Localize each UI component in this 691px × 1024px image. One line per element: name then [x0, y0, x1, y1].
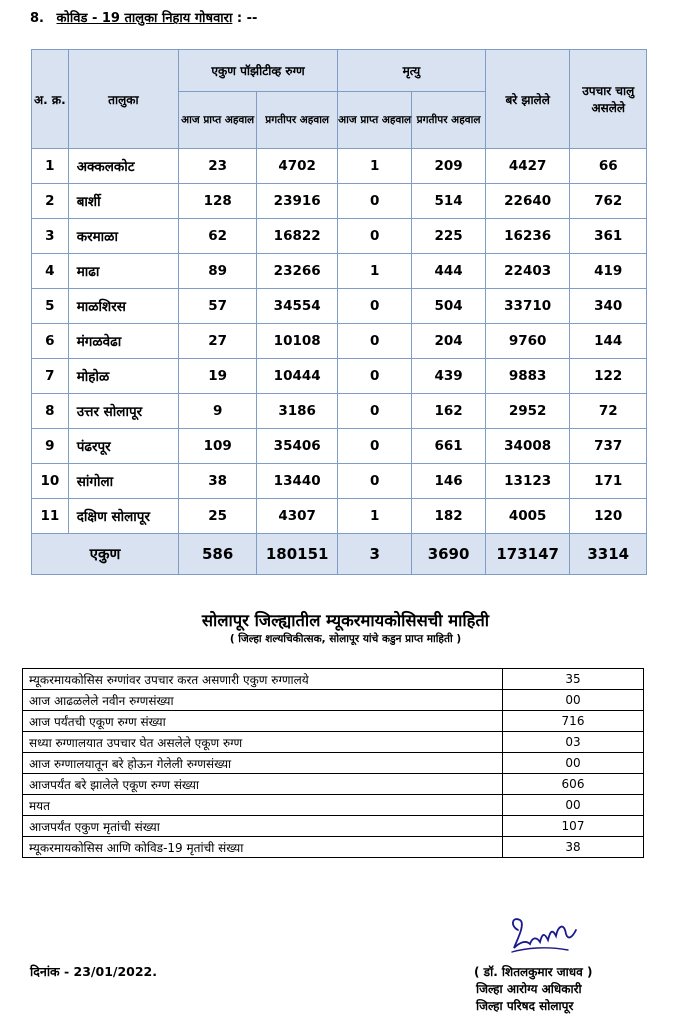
row-sr: 7	[32, 359, 69, 394]
row-active: 762	[570, 184, 647, 219]
mucor-label: म्यूकरमायकोसिस आणि कोविड-19 मृतांची संख्या	[23, 837, 503, 858]
row-pos-prog: 4307	[257, 499, 338, 534]
row-pos-today: 57	[179, 289, 257, 324]
row-death-today: 0	[338, 184, 412, 219]
row-death-today: 0	[338, 394, 412, 429]
officer-name: ( डॉ. शितलकुमार जाधव )	[474, 965, 593, 979]
row-pos-today: 9	[179, 394, 257, 429]
row-pos-today: 62	[179, 219, 257, 254]
mucor-info-table	[22, 668, 644, 858]
row-recovered: 13123	[485, 464, 570, 499]
mucor-row	[23, 753, 644, 774]
row-sr: 2	[32, 184, 69, 219]
row-pos-prog: 3186	[257, 394, 338, 429]
total-death-today: 3	[338, 534, 412, 575]
mucor-value: 00	[503, 753, 644, 774]
table-row	[32, 184, 647, 219]
row-active: 340	[570, 289, 647, 324]
mucor-label: आजपर्यंत एकुण मृतांची संख्या	[23, 816, 503, 837]
mucor-value: 107	[503, 816, 644, 837]
row-active: 122	[570, 359, 647, 394]
table-row	[32, 429, 647, 464]
row-recovered: 9760	[485, 324, 570, 359]
mucor-row	[23, 690, 644, 711]
total-label: एकुण	[32, 534, 179, 575]
section-title: कोविड - 19 तालुका निहाय गोषवारा	[56, 11, 233, 26]
row-active: 361	[570, 219, 647, 254]
table-row	[32, 149, 647, 184]
row-pos-prog: 23266	[257, 254, 338, 289]
mucor-label: मयत	[23, 795, 503, 816]
header-recovered: बरे झालेले	[485, 50, 570, 149]
row-recovered: 4427	[485, 149, 570, 184]
mucor-row	[23, 669, 644, 690]
row-taluka: बार्शी	[68, 184, 178, 219]
row-recovered: 16236	[485, 219, 570, 254]
row-active: 120	[570, 499, 647, 534]
mucor-row	[23, 816, 644, 837]
row-sr: 9	[32, 429, 69, 464]
table-row	[32, 324, 647, 359]
row-sr: 6	[32, 324, 69, 359]
table-row	[32, 499, 647, 534]
row-taluka: पंढरपूर	[68, 429, 178, 464]
row-taluka: माळशिरस	[68, 289, 178, 324]
row-death-prog: 661	[412, 429, 486, 464]
row-death-today: 0	[338, 464, 412, 499]
total-active: 3314	[570, 534, 647, 575]
row-pos-today: 25	[179, 499, 257, 534]
row-sr: 8	[32, 394, 69, 429]
row-death-prog: 204	[412, 324, 486, 359]
header-taluka: तालुका	[68, 50, 178, 149]
row-pos-prog: 13440	[257, 464, 338, 499]
header-positive-progressive: प्रगतीपर अहवाल	[257, 92, 338, 149]
mucor-row	[23, 711, 644, 732]
header-positive-group: एकुण पॉझीटीव्ह रुग्ण	[179, 50, 338, 92]
header-positive-today: आज प्राप्त अहवाल	[179, 92, 257, 149]
mucor-value: 716	[503, 711, 644, 732]
mucor-value: 38	[503, 837, 644, 858]
row-death-prog: 225	[412, 219, 486, 254]
mucor-value: 606	[503, 774, 644, 795]
total-pos-today: 586	[179, 534, 257, 575]
mucor-row	[23, 774, 644, 795]
mucor-row	[23, 795, 644, 816]
row-pos-today: 19	[179, 359, 257, 394]
row-recovered: 2952	[485, 394, 570, 429]
row-active: 737	[570, 429, 647, 464]
section-suffix: : --	[236, 11, 258, 26]
table-row	[32, 464, 647, 499]
mucor-label: आज आढळलेले नवीन रुग्णसंख्या	[23, 690, 503, 711]
section-number: 8.	[30, 11, 44, 26]
mucor-source-note: ( जिल्हा शल्यचिकीत्सक, सोलापूर यांचे कडुन प्राप्त माहिती )	[229, 633, 462, 645]
row-active: 144	[570, 324, 647, 359]
row-death-today: 0	[338, 324, 412, 359]
mucor-value: 00	[503, 795, 644, 816]
row-death-prog: 162	[412, 394, 486, 429]
table-row	[32, 289, 647, 324]
row-pos-prog: 35406	[257, 429, 338, 464]
table-row	[32, 359, 647, 394]
mucor-label: आज रुग्णालयातून बरे होऊन गेलेली रुग्णसंख्या	[23, 753, 503, 774]
row-death-prog: 146	[412, 464, 486, 499]
signature	[506, 912, 586, 957]
report-date: दिनांक - 23/01/2022.	[30, 964, 158, 979]
row-death-prog: 444	[412, 254, 486, 289]
row-pos-today: 128	[179, 184, 257, 219]
row-active: 72	[570, 394, 647, 429]
officer-designation: जिल्हा आरोग्य अधिकारी	[476, 982, 582, 996]
total-row	[32, 534, 647, 575]
mucor-label: म्यूकरमायकोसिस रुग्णांवर उपचार करत असणारी एकुण रुग्णालये	[23, 669, 503, 690]
table-row	[32, 394, 647, 429]
header-deaths-progressive: प्रगतीपर अहवाल	[412, 92, 486, 149]
signature-block	[474, 964, 592, 1015]
row-recovered: 22403	[485, 254, 570, 289]
header-deaths-today: आज प्राप्त अहवाल	[338, 92, 412, 149]
row-taluka: माढा	[68, 254, 178, 289]
row-death-prog: 504	[412, 289, 486, 324]
officer-office: जिल्हा परिषद सोलापूर	[476, 999, 574, 1013]
row-pos-prog: 34554	[257, 289, 338, 324]
table-row	[32, 254, 647, 289]
row-active: 171	[570, 464, 647, 499]
header-deaths-group: मृत्यु	[338, 50, 486, 92]
row-pos-prog: 16822	[257, 219, 338, 254]
row-sr: 5	[32, 289, 69, 324]
total-pos-prog: 180151	[257, 534, 338, 575]
row-recovered: 4005	[485, 499, 570, 534]
row-death-today: 0	[338, 359, 412, 394]
mucor-value: 35	[503, 669, 644, 690]
mucor-title: सोलापूर जिल्ह्यातील म्यूकरमायकोसिसची माहिती	[201, 611, 490, 630]
row-death-today: 1	[338, 499, 412, 534]
row-death-prog: 182	[412, 499, 486, 534]
row-death-today: 1	[338, 254, 412, 289]
row-active: 66	[570, 149, 647, 184]
row-recovered: 9883	[485, 359, 570, 394]
row-pos-prog: 10108	[257, 324, 338, 359]
row-recovered: 33710	[485, 289, 570, 324]
row-sr: 1	[32, 149, 69, 184]
row-death-today: 0	[338, 219, 412, 254]
header-under-treatment: उपचार चालु असलेले	[570, 50, 647, 149]
row-taluka: करमाळा	[68, 219, 178, 254]
total-death-prog: 3690	[412, 534, 486, 575]
row-taluka: दक्षिण सोलापूर	[68, 499, 178, 534]
row-taluka: मंगळवेढा	[68, 324, 178, 359]
row-death-today: 0	[338, 429, 412, 464]
mucor-row	[23, 837, 644, 858]
row-death-prog: 439	[412, 359, 486, 394]
mucor-row	[23, 732, 644, 753]
row-death-prog: 209	[412, 149, 486, 184]
mucor-value: 03	[503, 732, 644, 753]
mucor-label: सध्या रुग्णालयात उपचार घेत असलेले एकूण रुग्ण	[23, 732, 503, 753]
row-pos-today: 23	[179, 149, 257, 184]
row-pos-today: 89	[179, 254, 257, 289]
section-heading	[30, 8, 257, 26]
mucor-label: आजपर्यंत बरे झालेले एकूण रुग्ण संख्या	[23, 774, 503, 795]
row-sr: 10	[32, 464, 69, 499]
row-pos-today: 27	[179, 324, 257, 359]
row-death-prog: 514	[412, 184, 486, 219]
taluka-summary-table	[31, 49, 647, 575]
table-row	[32, 219, 647, 254]
row-pos-prog: 10444	[257, 359, 338, 394]
row-taluka: उत्तर सोलापूर	[68, 394, 178, 429]
header-sr: अ. क्र.	[32, 50, 69, 149]
row-pos-today: 109	[179, 429, 257, 464]
row-active: 419	[570, 254, 647, 289]
mucor-label: आज पर्यंतची एकूण रुग्ण संख्या	[23, 711, 503, 732]
row-taluka: मोहोळ	[68, 359, 178, 394]
row-death-today: 1	[338, 149, 412, 184]
row-recovered: 22640	[485, 184, 570, 219]
row-pos-prog: 4702	[257, 149, 338, 184]
row-sr: 3	[32, 219, 69, 254]
row-recovered: 34008	[485, 429, 570, 464]
mucor-value: 00	[503, 690, 644, 711]
row-death-today: 0	[338, 289, 412, 324]
row-sr: 11	[32, 499, 69, 534]
row-pos-today: 38	[179, 464, 257, 499]
row-taluka: सांगोला	[68, 464, 178, 499]
row-taluka: अक्कलकोट	[68, 149, 178, 184]
total-recovered: 173147	[485, 534, 570, 575]
row-pos-prog: 23916	[257, 184, 338, 219]
row-sr: 4	[32, 254, 69, 289]
